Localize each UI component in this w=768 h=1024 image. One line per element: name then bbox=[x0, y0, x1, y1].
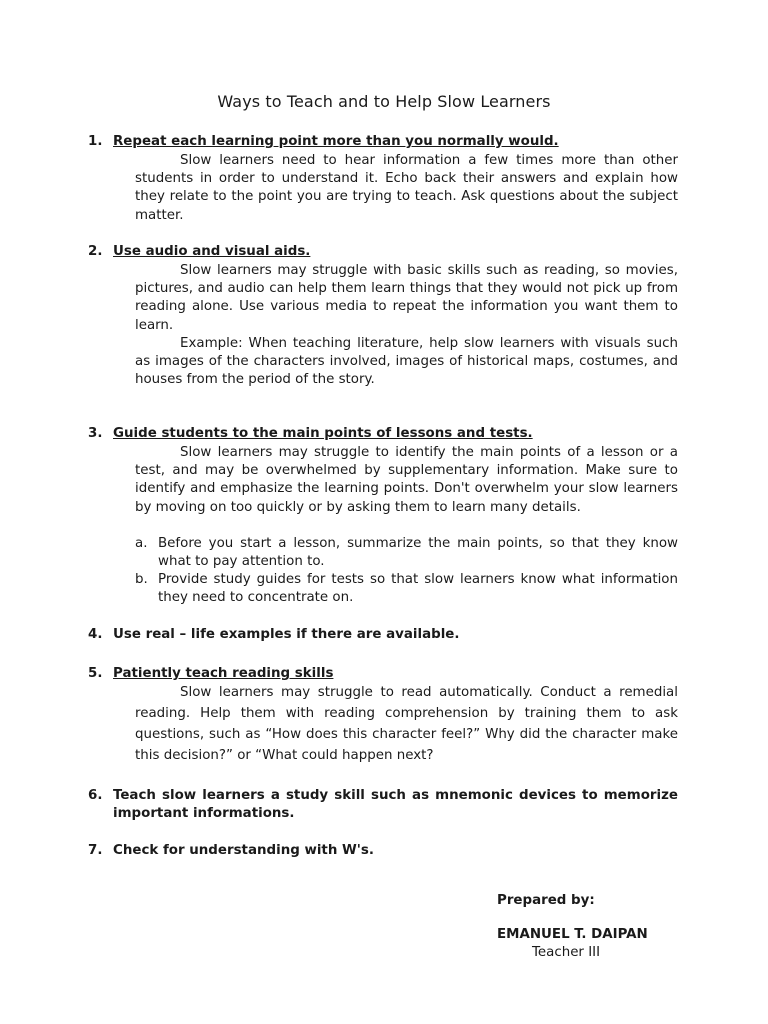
sub-item-text: Provide study guides for tests so that slow learners know what information they need to concentrate on. bbox=[158, 572, 678, 606]
item-paragraph: Slow learners may struggle to identify the main points of a lesson or a test, and may be overwhelmed by supplementary information. Make sure to identify and emphasize the learning points. Don't overwhelm your slow learners by moving on too quickly or by asking them to learn many details. bbox=[135, 445, 678, 515]
sub-item-text: Before you start a lesson, summarize the main points, so that they know what to pay attention to. bbox=[158, 536, 678, 570]
prepared-by-label: Prepared by: bbox=[497, 893, 595, 908]
item-example: Example: When teaching literature, help slow learners with visuals such as images of the characters involved, images of historical maps, costumes, and houses from the period of the story. bbox=[135, 336, 678, 388]
item-paragraph: Slow learners need to hear information a few times more than other students in order to understand it. Echo back their answers and explain how they relate to the point you are trying to teach. Ask questions about the subject matter. bbox=[135, 153, 678, 223]
list-item-3 bbox=[88, 425, 678, 610]
item-heading: Check for understanding with W's. bbox=[113, 843, 374, 858]
item-heading: Repeat each learning point more than you normally would. bbox=[113, 134, 559, 149]
item-paragraph: Slow learners may struggle with basic skills such as reading, so movies, pictures, and audio can help them learn things that they would not pick up from reading alone. Use various media to repeat the information you want them to learn. bbox=[135, 263, 678, 333]
list-item-1 bbox=[88, 133, 678, 228]
item-heading: Guide students to the main points of lessons and tests. bbox=[113, 426, 533, 441]
item-heading: Teach slow learners a study skill such as mnemonic devices to memorize important informations. bbox=[113, 788, 678, 822]
list-item-5 bbox=[88, 663, 678, 763]
sub-item-label: b. bbox=[135, 572, 148, 587]
list-item-4 bbox=[88, 626, 678, 646]
sub-item-label: a. bbox=[135, 536, 148, 551]
list-item-7 bbox=[88, 842, 678, 862]
item-paragraph: Slow learners may struggle to read automatically. Conduct a remedial reading. Help them with reading comprehension by training them to ask questions, such as “How does this character feel?” Why did the character make this decision?” or “What could happen next? bbox=[135, 685, 678, 763]
item-number: 2. bbox=[88, 244, 103, 259]
signatory-position: Teacher III bbox=[532, 945, 601, 960]
signatory-name: EMANUEL T. DAIPAN bbox=[497, 927, 648, 942]
item-heading: Use audio and visual aids. bbox=[113, 244, 311, 259]
item-number: 5. bbox=[88, 666, 103, 681]
item-number: 3. bbox=[88, 426, 103, 441]
list-item-6 bbox=[88, 787, 678, 827]
item-number: 4. bbox=[88, 627, 103, 642]
item-heading: Patiently teach reading skills bbox=[113, 666, 334, 681]
item-number: 1. bbox=[88, 134, 103, 149]
item-heading: Use real – life examples if there are available. bbox=[113, 627, 460, 642]
page-title: Ways to Teach and to Help Slow Learners bbox=[217, 92, 551, 111]
list-item-2 bbox=[88, 243, 678, 393]
item-number: 6. bbox=[88, 788, 103, 803]
item-number: 7. bbox=[88, 843, 103, 858]
